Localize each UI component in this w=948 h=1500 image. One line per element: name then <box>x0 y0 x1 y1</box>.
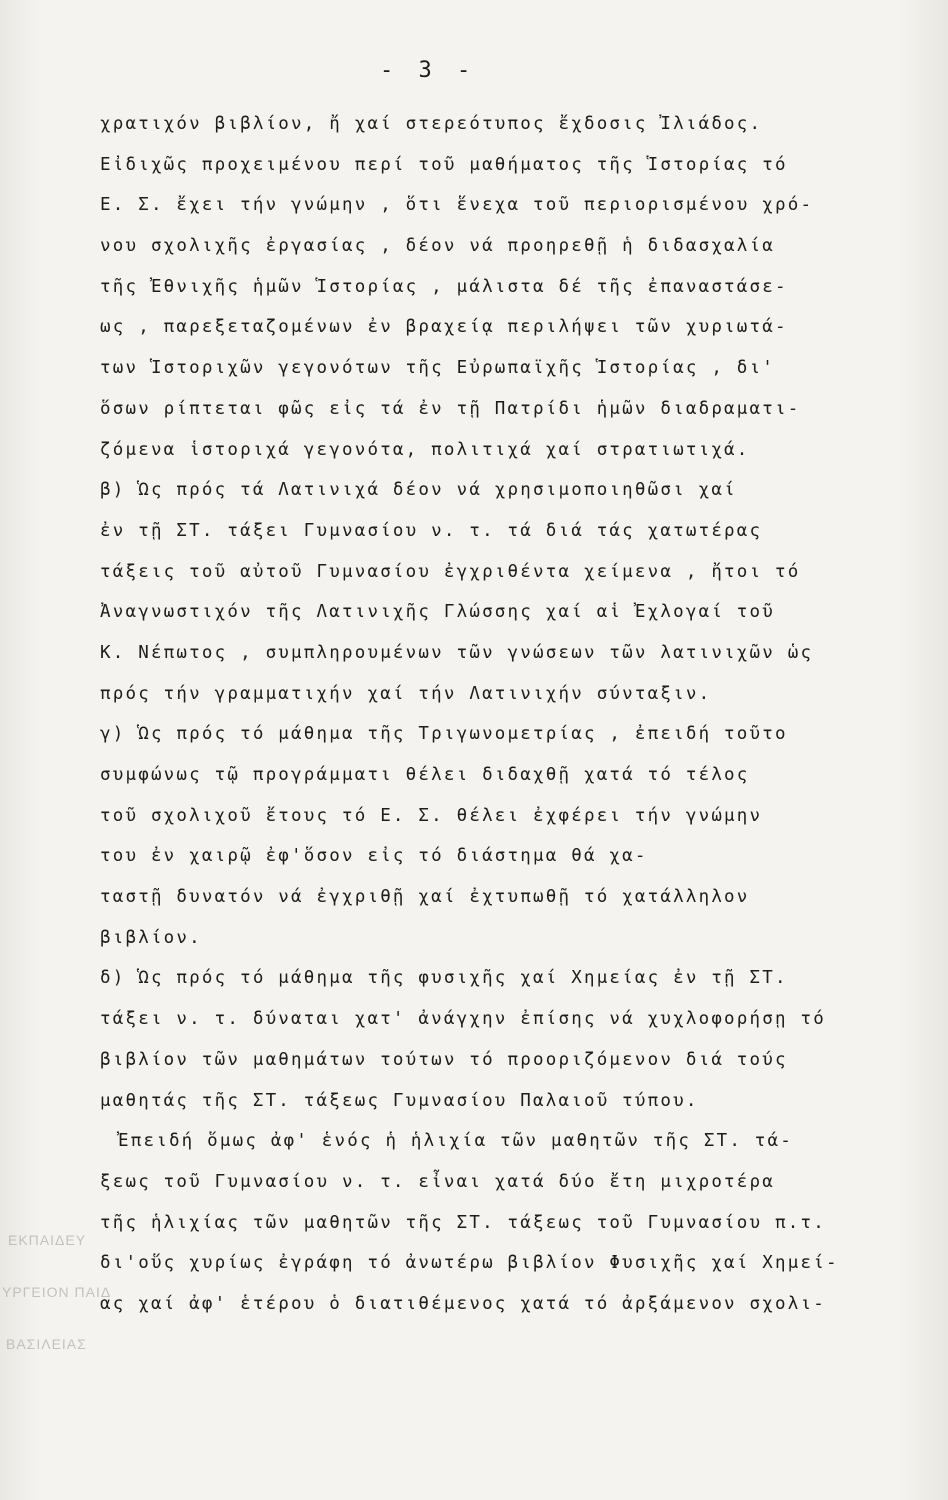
margin-bleed-text: ΕΚΠΑΙΔΕΥ <box>8 1232 87 1248</box>
text-line: τῆς ἡλιχίας τῶν μαθητῶν τῆς ΣΤ. τάξεως τοῦ Γυμνασίου π.τ. <box>100 1212 826 1233</box>
text-line: Εἰδιχῶς προχειμένου περί τοῦ μαθήματος τῆς Ἱστορίας τό <box>100 154 788 175</box>
typed-letter-body <box>100 104 890 1325</box>
text-line: ας χαί ἀφ' ἑτέρου ὁ διατιθέμενος χατά τό ἀρξάμενον σχολι- <box>100 1293 826 1314</box>
text-line: του ἐν χαιρῷ ἐφ'ὅσον εἰς τό διάστημα θά χα- <box>100 846 648 867</box>
text-line: ξεως τοῦ Γυμνασίου ν. τ. εἶναι χατά δύο ἔτη μιχροτέρα <box>100 1171 776 1192</box>
text-line: μαθητάς τῆς ΣΤ. τάξεως Γυμνασίου Παλαιοῦ τύπου. <box>100 1090 699 1111</box>
text-line: δι'οὕς χυρίως ἐγράφη τό ἀνωτέρω βιβλίον Φυσιχῆς χαί Χημεί- <box>100 1253 839 1274</box>
text-line: βιβλίον. <box>100 927 202 948</box>
text-line: τῆς Ἐθνιχῆς ἡμῶν Ἱστορίας , μάλιστα δέ τῆς ἐπαναστάσε- <box>100 276 788 297</box>
text-line: Κ. Νέπωτος , συμπληρουμένων τῶν γνώσεων τῶν λατινιχῶν ὡς <box>100 642 814 663</box>
text-line: ζόμενα ἱστοριχά γεγονότα, πολιτιχά χαί στρατιωτιχά. <box>100 439 750 460</box>
text-line: τάξει ν. τ. δύναται χατ' ἀνάγχην ἐπίσης νά χυχλοφορήσῃ τό <box>100 1009 826 1030</box>
text-line: βιβλίον τῶν μαθημάτων τούτων τό προοριζόμενον διά τούς <box>100 1049 788 1070</box>
text-line: γ) Ὡς πρός τό μάθημα τῆς Τριγωνομετρίας , ἐπειδή τοῦτο <box>100 724 788 745</box>
text-line: συμφώνως τῷ προγράμματι θέλει διδαχθῇ χατά τό τέλος <box>100 765 750 785</box>
text-line: β) Ὡς πρός τά Λατινιχά δέον νά χρησιμοποιηθῶσι χαί <box>100 480 737 501</box>
text-line: των Ἱστοριχῶν γεγονότων τῆς Εὐρωπαϊχῆς Ἱστορίας , δι' <box>100 358 776 379</box>
page-number: - 3 - <box>380 58 477 83</box>
text-line: τάξεις τοῦ αὐτοῦ Γυμνασίου ἐγχριθέντα χείμενα , ἤτοι τό <box>100 561 801 582</box>
text-line: ὅσων ρίπτεται φῶς εἰς τά ἐν τῇ Πατρίδι ἡμῶν διαδραματι- <box>100 398 801 419</box>
text-line: ως , παρεξεταζομένων ἐν βραχείᾳ περιλήψει τῶν χυριωτά- <box>100 317 788 338</box>
text-line: Ε. Σ. ἔχει τήν γνώμην , ὅτι ἕνεχα τοῦ περιορισμένου χρό- <box>100 195 814 216</box>
text-line: δ) Ὡς πρός τό μάθημα τῆς φυσιχῆς χαί Χημείας ἐν τῇ ΣΤ. <box>100 968 788 989</box>
text-line: Ἀναγνωστιχόν τῆς Λατινιχῆς Γλώσσης χαί αἱ Ἐχλογαί τοῦ <box>100 602 776 623</box>
margin-bleed-text: ΒΑΣΙΛΕΙΑΣ <box>6 1336 87 1352</box>
text-line: ταστῇ δυνατόν νά ἐγχριθῇ χαί ἐχτυπωθῇ τό χατάλληλον <box>100 887 750 908</box>
text-line: νου σχολιχῆς ἐργασίας , δέον νά προηρεθῇ ἡ διδασχαλία <box>100 236 776 257</box>
text-line: ἐν τῇ ΣΤ. τάξει Γυμνασίου ν. τ. τά διά τάς χατωτέρας <box>100 520 763 541</box>
text-line: Ἐπειδή ὅμως ἀφ' ἑνός ἡ ἡλιχία τῶν μαθητῶν τῆς ΣΤ. τά- <box>118 1131 794 1152</box>
margin-bleed-text: ΥΡΓΕΙΟΝ ΠΑΙΔ <box>2 1284 112 1300</box>
text-line: τοῦ σχολιχοῦ ἔτους τό Ε. Σ. θέλει ἐχφέρει τήν γνώμην <box>100 805 763 826</box>
text-line: χρατιχόν βιβλίον, ἤ χαί στερεότυπος ἔχδοσις Ἰλιάδος. <box>100 114 763 134</box>
text-line: πρός τήν γραμματιχήν χαί τήν Λατινιχήν σύνταξιν. <box>100 683 712 704</box>
